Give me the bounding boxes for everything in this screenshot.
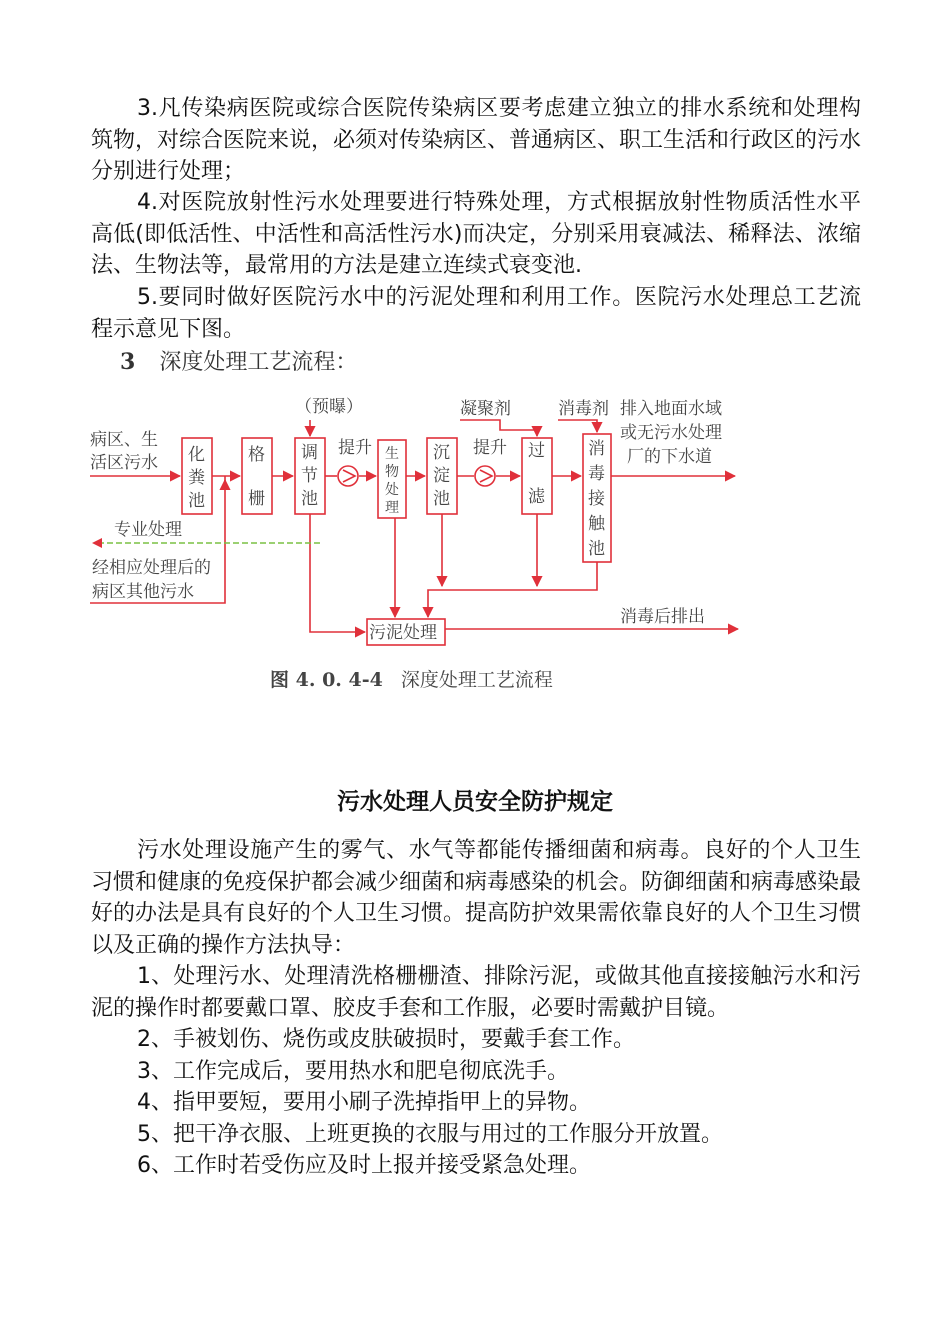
bio-char-4: 理 <box>385 500 399 516</box>
grille-char-2: 栅 <box>248 489 265 509</box>
disinfect-char-1: 消 <box>588 439 605 459</box>
bio-char-2: 物 <box>385 464 399 480</box>
disinfect-char-5: 池 <box>588 539 605 559</box>
septic-char-3: 池 <box>188 491 205 511</box>
grille-char-1: 格 <box>248 445 265 465</box>
filter-char-2: 滤 <box>528 487 545 507</box>
septic-char-1: 化 <box>188 445 205 465</box>
figure-number: 图 4. 0. 4-4 <box>270 669 383 691</box>
safety-item-1: 1、处理污水、处理清洗格栅栅渣、排除污泥，或做其他直接接触污水和污泥的操作时都要戴口罩、胶皮手套和工作服，必要时需戴护目镜。 <box>91 964 861 1021</box>
disinfectant-label: 消毒剂 <box>558 399 609 419</box>
lift-label-2: 提升 <box>473 438 507 458</box>
safety-title: 污水处理人员安全防护规定 <box>337 789 613 815</box>
figure-caption <box>270 665 553 692</box>
figure-caption-text: 深度处理工艺流程 <box>400 669 553 691</box>
coagulant-label: 凝聚剂 <box>460 399 511 419</box>
other-ward-label-1: 经相应处理后的 <box>92 558 211 578</box>
other-ward-label-2: 病区其他污水 <box>92 582 194 602</box>
bio-char-3: 处 <box>385 482 399 498</box>
section-number: 3 <box>120 349 136 375</box>
discharge-label-2: 或无污水处理 <box>620 423 722 443</box>
paragraph-3: 3.凡传染病医院或综合医院传染病区要考虑建立独立的排水系统和处理构筑物，对综合医院来说，必须对传染病区、普通病区、职工生活和行政区的污水分别进行处理； <box>91 96 862 184</box>
discharge-label-1: 排入地面水域 <box>620 399 722 419</box>
equalize-char-3: 池 <box>301 489 318 509</box>
filter-char-1: 过 <box>528 441 545 461</box>
safety-intro: 污水处理设施产生的雾气、水气等都能传播细菌和病毒。良好的个人卫生习惯和健康的免疫保护都会减少细菌和病毒感染的机会。防御细菌和病毒感染最好的办法是具有良好的个人卫生习惯。提高防护效果需依靠良好的人个卫生习惯以及正确的操作方法执导： <box>91 838 862 958</box>
equalize-char-1: 调 <box>301 443 318 463</box>
ward-input-label-2: 活区污水 <box>90 453 158 473</box>
discharge-label-3: 厂的下水道 <box>627 447 712 467</box>
special-treatment-label: 专业处理 <box>114 520 182 540</box>
pre-aeration-label: （预曝） <box>295 397 363 417</box>
settle-char-1: 沉 <box>433 443 450 463</box>
septic-char-2: 粪 <box>188 468 205 488</box>
ward-input-label-1: 病区、生 <box>90 430 158 450</box>
bio-char-1: 生 <box>385 446 399 462</box>
process-flow-diagram <box>80 390 760 650</box>
safety-item-5: 5、把干净衣服、上班更换的衣服与用过的工作服分开放置。 <box>137 1122 723 1147</box>
settle-char-3: 池 <box>433 489 450 509</box>
lift-label-1: 提升 <box>338 438 372 458</box>
paragraph-4: 4.对医院放射性污水处理要进行特殊处理，方式根据放射性物质活性水平高低(即低活性、中活性和高活性污水)而决定，分别采用衰减法、稀释法、浓缩法、生物法等，最常用的方法是建立连续式衰变池. <box>91 190 861 278</box>
disinfect-char-4: 触 <box>588 514 605 534</box>
settle-char-2: 淀 <box>433 466 450 486</box>
disinfect-char-2: 毒 <box>588 464 605 484</box>
safety-item-2: 2、手被划伤、烧伤或皮肤破损时，要戴手套工作。 <box>137 1027 635 1052</box>
safety-item-3: 3、工作完成后，要用热水和肥皂彻底洗手。 <box>137 1059 569 1084</box>
section-heading-text: 深度处理工艺流程： <box>159 350 358 375</box>
paragraph-5: 5.要同时做好医院污水中的污泥处理和利用工作。医院污水处理总工艺流程示意见下图。 <box>91 285 861 342</box>
after-disinfect-label: 消毒后排出 <box>620 607 705 627</box>
safety-item-4: 4、指甲要短，要用小刷子洗掉指甲上的异物。 <box>137 1090 591 1115</box>
sludge-treatment-label: 污泥处理 <box>369 623 437 643</box>
disinfect-char-3: 接 <box>588 489 605 509</box>
section-heading <box>120 345 357 376</box>
safety-item-6: 6、工作时若受伤应及时上报并接受紧急处理。 <box>137 1153 591 1178</box>
equalize-char-2: 节 <box>301 466 318 486</box>
